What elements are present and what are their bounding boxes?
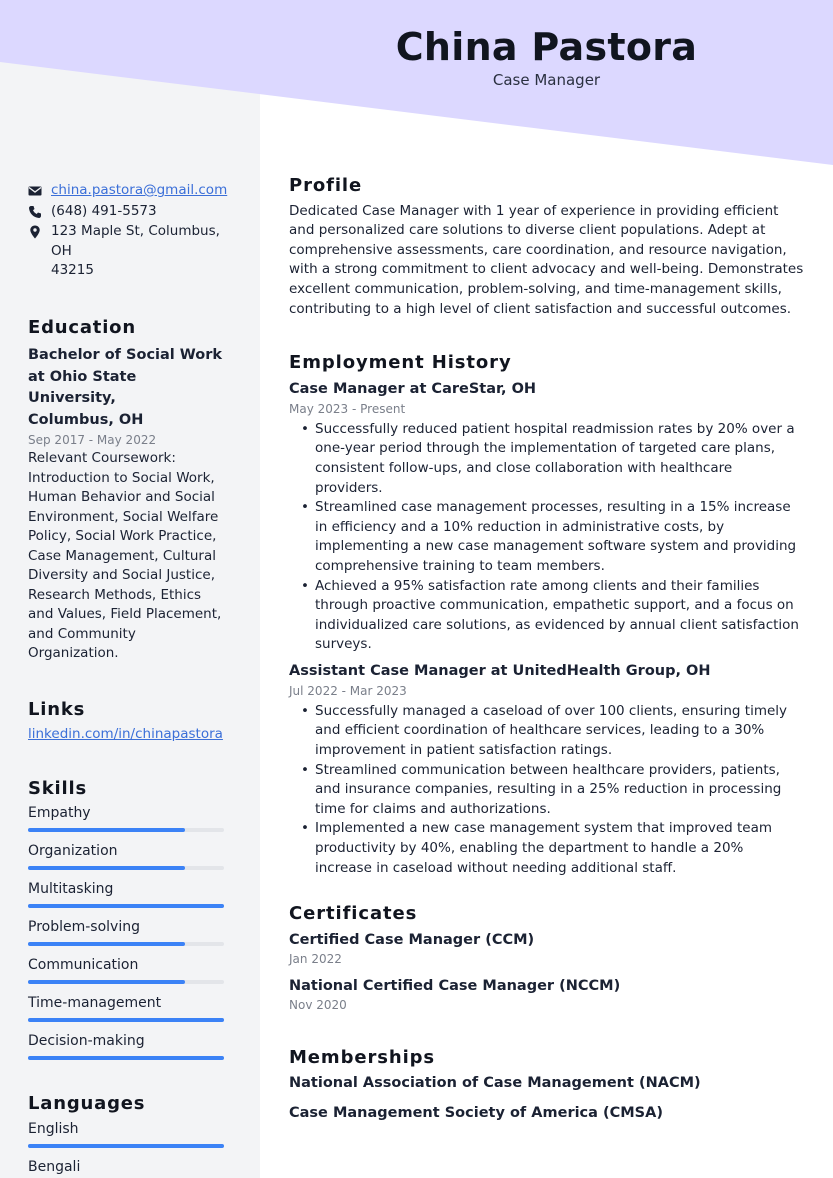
certificate-date: Nov 2020 — [289, 997, 347, 1012]
language-name: English — [28, 1120, 79, 1137]
job-title: Case Manager — [492, 71, 601, 89]
skill-bar-track — [28, 828, 224, 832]
membership-item: National Association of Case Management (NACM) — [289, 1075, 701, 1092]
linkedin-link[interactable]: linkedin.com/in/chinapastora — [28, 726, 223, 742]
contact-address-row — [28, 222, 228, 281]
language-item — [28, 1158, 228, 1178]
employment-heading: Employment History — [289, 352, 512, 374]
job-entry — [289, 661, 804, 878]
language-bar-fill — [28, 1144, 224, 1148]
contact-email-row — [28, 181, 228, 201]
skill-item — [28, 1032, 228, 1060]
language-name: Bengali — [28, 1158, 81, 1175]
skill-item — [28, 994, 228, 1022]
memberships-list — [289, 1073, 804, 1123]
candidate-name: China Pastora — [395, 25, 698, 69]
language-bar-track — [28, 1144, 224, 1148]
skills-section — [28, 779, 228, 1061]
skill-name: Multitasking — [28, 881, 114, 897]
membership-item: Case Management Society of America (CMSA) — [289, 1105, 663, 1122]
skill-name: Problem-solving — [28, 919, 140, 935]
job-bullets — [299, 420, 804, 655]
skill-bar-track — [28, 1018, 224, 1022]
jobs-list — [289, 379, 804, 878]
skill-bar-track — [28, 904, 224, 908]
envelope-icon — [28, 184, 42, 198]
job-bullet: • Streamlined case management processes, resulting in a 15% increase in efficiency and a 10% reduction in administrative costs, by implementing a new case management software system and providing comprehensive training to team members. — [299, 498, 804, 576]
skill-bar-track — [28, 866, 224, 870]
address — [51, 222, 228, 281]
contact-section — [28, 181, 228, 281]
contact-phone-row — [28, 202, 228, 222]
employment-section — [289, 353, 804, 878]
skill-name: Empathy — [28, 805, 91, 821]
skill-bar-track — [28, 1056, 224, 1060]
skill-bar-fill — [28, 828, 185, 832]
languages-section — [28, 1094, 228, 1178]
education-degree — [28, 345, 228, 431]
skill-bar-fill — [28, 1018, 224, 1022]
job-bullet: • Successfully reduced patient hospital readmission rates by 20% over a one-year period through the implementation of targeted care plans, consistent follow-ups, and close collaboration with healthcare providers. — [299, 420, 804, 498]
job-bullet: • Implemented a new case management system that improved team productivity by 40%, enabling the department to handle a 20% increase in caseload without needing additional staff. — [299, 819, 804, 878]
certificates-heading: Certificates — [289, 903, 418, 925]
skill-name: Time-management — [28, 995, 162, 1011]
job-entry — [289, 379, 804, 655]
sidebar — [28, 180, 228, 1178]
job-entry-dates: May 2023 - Present — [289, 401, 406, 416]
skill-bar-track — [28, 980, 224, 984]
degree-line-1: Bachelor of Social Work — [28, 347, 223, 363]
job-bullet: • Achieved a 95% satisfaction rate among clients and their families through proactive communication, empathetic support, and a focus on individualized care solutions, as evidenced by annual client satisfaction surveys. — [299, 577, 804, 655]
address-line-1: 123 Maple St, Columbus, OH — [51, 223, 220, 259]
main-content — [289, 176, 804, 1123]
skill-bar-fill — [28, 980, 185, 984]
certificate-name: National Certified Case Manager (NCCM) — [289, 977, 621, 994]
links-heading: Links — [28, 698, 86, 720]
job-entry-title: Assistant Case Manager at UnitedHealth Group, OH — [289, 662, 711, 679]
certificate-date: Jan 2022 — [289, 951, 342, 966]
skills-heading: Skills — [28, 777, 87, 799]
skill-bar-fill — [28, 942, 185, 946]
certificate-entry — [289, 976, 804, 1014]
skill-item — [28, 918, 228, 946]
certificates-section — [289, 904, 804, 1014]
language-item — [28, 1120, 228, 1148]
profile-heading: Profile — [289, 175, 363, 196]
skill-name: Communication — [28, 957, 139, 973]
memberships-section — [289, 1048, 804, 1124]
job-entry-dates: Jul 2022 - Mar 2023 — [289, 683, 407, 698]
education-coursework: Relevant Coursework: Introduction to Social Work, Human Behavior and Social Environment, Social Welfare Policy, Social Work Practice, Case Management, Cultural Diversity and Social Justice, Research Methods, Ethics and Values, Field Placement, and Community Organization. — [28, 450, 222, 661]
certificate-entry — [289, 930, 804, 968]
skill-bar-track — [28, 942, 224, 946]
email-link[interactable]: china.pastora@gmail.com — [51, 182, 228, 198]
job-bullets — [299, 702, 804, 878]
memberships-heading: Memberships — [289, 1046, 436, 1068]
profile-section — [289, 176, 804, 319]
languages-heading: Languages — [28, 1093, 146, 1114]
skill-name: Decision-making — [28, 1033, 145, 1049]
job-bullet: • Successfully managed a caseload of over 100 clients, ensuring timely and efficient coordination of healthcare services, leading to a 30% improvement in patient satisfaction ratings. — [299, 702, 804, 761]
phone-icon — [28, 205, 42, 219]
skill-bar-fill — [28, 1056, 224, 1060]
job-entry-title: Case Manager at CareStar, OH — [289, 380, 537, 397]
education-heading: Education — [28, 316, 136, 338]
degree-line-3: Columbus, OH — [28, 411, 144, 428]
phone-number: (648) 491-5573 — [51, 202, 157, 219]
profile-text: Dedicated Case Manager with 1 year of experience in providing efficient and personalized care solutions to diverse client populations. Adept at comprehensive assessments, care coordination, and resource navigation, with a strong commitment to client advocacy and well-being. Demonstrates excellent communication, problem-solving, and time-management skills, contributing to a high level of client satisfaction and successful outcomes. — [289, 202, 804, 317]
skill-bar-fill — [28, 866, 185, 870]
skill-item — [28, 880, 228, 908]
languages-list — [28, 1120, 228, 1178]
certificates-list — [289, 930, 804, 1014]
skill-item — [28, 956, 228, 984]
skill-bar-fill — [28, 904, 224, 908]
job-bullet: • Streamlined communication between healthcare providers, patients, and insurance companies, resulting in a 25% reduction in processing time for claims and authorizations. — [299, 761, 804, 820]
skill-name: Organization — [28, 843, 118, 859]
degree-line-2: at Ohio State University, — [28, 368, 137, 406]
address-line-2: 43215 — [51, 262, 94, 278]
education-dates: Sep 2017 - May 2022 — [28, 433, 157, 447]
skills-list — [28, 804, 228, 1060]
skill-item — [28, 842, 228, 870]
links-section — [28, 700, 228, 745]
skill-item — [28, 804, 228, 832]
certificate-name: Certified Case Manager (CCM) — [289, 931, 535, 948]
map-pin-icon — [28, 225, 42, 239]
education-section — [28, 318, 228, 664]
